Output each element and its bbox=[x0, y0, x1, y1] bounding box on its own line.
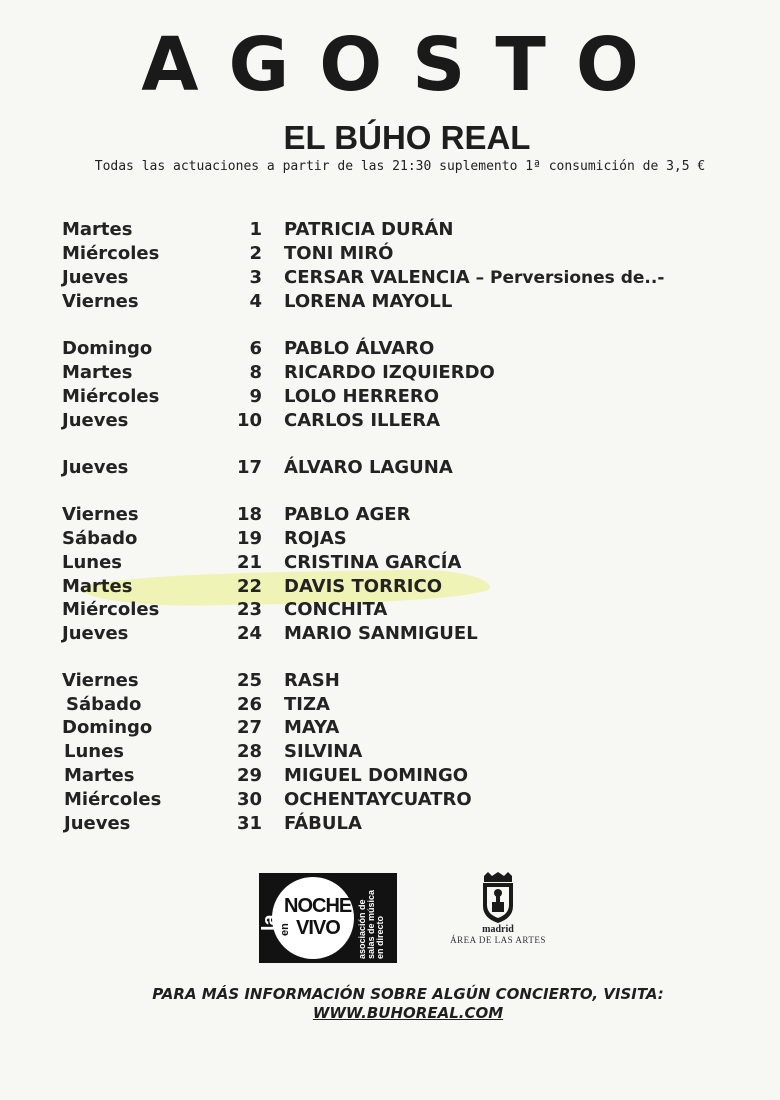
schedule-artist bbox=[284, 218, 453, 242]
artist-name: CRISTINA GARCÍA bbox=[284, 552, 462, 573]
schedule-day: Miércoles bbox=[62, 243, 160, 264]
artist-name: TONI MIRÓ bbox=[284, 243, 394, 264]
schedule-note: Todas las actuaciones a partir de las 21:30 suplemento 1ª consumición de 3,5 € bbox=[94, 159, 706, 174]
artist-name: ÁLVARO LAGUNA bbox=[284, 457, 453, 478]
schedule-date-number: 29 bbox=[236, 765, 262, 786]
logo-noche-text: NOCHE bbox=[284, 895, 352, 917]
footer-url-link[interactable]: WWW.BUHOREAL.COM bbox=[312, 1004, 504, 1022]
schedule-date-number: 6 bbox=[249, 338, 262, 359]
schedule-artist bbox=[284, 551, 461, 575]
artist-name: MAYA bbox=[284, 717, 340, 738]
schedule-day: Martes bbox=[62, 362, 133, 383]
schedule-date-number: 1 bbox=[249, 219, 262, 240]
schedule-day: Domingo bbox=[62, 338, 153, 359]
schedule-artist bbox=[284, 669, 340, 693]
artist-name: LORENA MAYOLL bbox=[284, 291, 453, 312]
schedule-day: Jueves bbox=[62, 410, 129, 431]
artist-name: CERSAR VALENCIA bbox=[284, 267, 470, 288]
la-noche-en-vivo-logo bbox=[259, 873, 397, 963]
schedule-date-number: 19 bbox=[236, 528, 262, 549]
schedule-artist bbox=[284, 503, 410, 527]
logo-en-text: en bbox=[279, 923, 291, 936]
schedule-day: Sábado bbox=[66, 694, 142, 715]
logo-association-text: asociación de salas de música en directo bbox=[357, 889, 385, 959]
month-title: AGOSTO bbox=[141, 22, 669, 108]
schedule-date-number: 31 bbox=[236, 813, 262, 834]
schedule-day: Lunes bbox=[62, 552, 123, 573]
schedule-day: Miércoles bbox=[64, 789, 162, 810]
artist-subtitle: – Perversiones de..- bbox=[469, 268, 665, 288]
schedule-date-number: 10 bbox=[236, 410, 262, 431]
schedule-artist bbox=[284, 788, 472, 812]
schedule-day: Jueves bbox=[64, 813, 131, 834]
artist-name: MARIO SANMIGUEL bbox=[284, 623, 478, 644]
schedule-date-number: 21 bbox=[236, 552, 262, 573]
schedule-artist bbox=[284, 385, 439, 409]
venue-title: EL BÚHO REAL bbox=[283, 119, 531, 156]
artist-name: DAVIS TORRICO bbox=[284, 576, 443, 597]
schedule-artist bbox=[284, 361, 495, 385]
artist-name: MIGUEL DOMINGO bbox=[284, 765, 469, 786]
schedule-artist bbox=[284, 290, 452, 314]
schedule-artist bbox=[284, 456, 453, 480]
schedule-artist bbox=[284, 409, 440, 433]
artist-name: RICARDO IZQUIERDO bbox=[284, 362, 495, 383]
madrid-bear-crest-icon bbox=[478, 872, 518, 924]
schedule-artist bbox=[284, 740, 362, 764]
schedule-artist bbox=[284, 242, 393, 266]
schedule-day: Martes bbox=[62, 219, 133, 240]
schedule-day: Miércoles bbox=[62, 599, 160, 620]
artist-name: CONCHITA bbox=[284, 599, 388, 620]
schedule-day: Miércoles bbox=[62, 386, 160, 407]
schedule-date-number: 2 bbox=[249, 243, 262, 264]
schedule-day: Jueves bbox=[62, 267, 129, 288]
artist-name: PABLO ÁLVARO bbox=[284, 338, 435, 359]
artist-name: SILVINA bbox=[284, 741, 363, 762]
schedule-date-number: 22 bbox=[236, 576, 262, 597]
logo-madrid-text: madrid bbox=[482, 924, 514, 935]
schedule-date-number: 24 bbox=[236, 623, 262, 644]
schedule-date-number: 23 bbox=[236, 599, 262, 620]
schedule-artist bbox=[284, 622, 478, 646]
artist-name: PABLO AGER bbox=[284, 504, 411, 525]
artist-name: FÁBULA bbox=[284, 813, 362, 834]
schedule-day: Lunes bbox=[64, 741, 125, 762]
schedule-date-number: 30 bbox=[236, 789, 262, 810]
artist-name: OCHENTAYCUATRO bbox=[284, 789, 472, 810]
schedule-artist bbox=[284, 527, 347, 551]
schedule-day: Viernes bbox=[62, 291, 139, 312]
schedule-day: Martes bbox=[62, 576, 133, 597]
logo-vivo-text: VIVO bbox=[296, 917, 340, 939]
logo-la-text: la bbox=[259, 914, 281, 931]
schedule-date-number: 26 bbox=[236, 694, 262, 715]
schedule-day: Viernes bbox=[62, 504, 139, 525]
schedule-date-number: 8 bbox=[249, 362, 262, 383]
schedule-artist bbox=[284, 337, 434, 361]
artist-name: LOLO HERRERO bbox=[284, 386, 440, 407]
schedule-day: Sábado bbox=[62, 528, 138, 549]
schedule-date-number: 27 bbox=[236, 717, 262, 738]
schedule-date-number: 25 bbox=[236, 670, 262, 691]
madrid-area-de-las-artes-logo bbox=[448, 872, 548, 952]
schedule-day: Jueves bbox=[62, 623, 129, 644]
schedule-artist bbox=[284, 764, 468, 788]
schedule-date-number: 3 bbox=[249, 267, 262, 288]
schedule-artist bbox=[284, 266, 664, 290]
schedule-artist bbox=[284, 575, 442, 599]
artist-name: TIZA bbox=[284, 694, 330, 715]
schedule-date-number: 17 bbox=[236, 457, 262, 478]
schedule-date-number: 9 bbox=[249, 386, 262, 407]
schedule-artist bbox=[284, 693, 330, 717]
schedule-date-number: 28 bbox=[236, 741, 262, 762]
schedule-day: Jueves bbox=[62, 457, 129, 478]
artist-name: ROJAS bbox=[284, 528, 347, 549]
schedule-day: Domingo bbox=[62, 717, 153, 738]
logo-area-text: ÁREA DE LAS ARTES bbox=[450, 935, 546, 945]
schedule-day: Martes bbox=[64, 765, 135, 786]
schedule-artist bbox=[284, 716, 339, 740]
schedule-artist bbox=[284, 812, 362, 836]
artist-name: RASH bbox=[284, 670, 340, 691]
artist-name: PATRICIA DURÁN bbox=[284, 219, 454, 240]
artist-name: CARLOS ILLERA bbox=[284, 410, 441, 431]
schedule-date-number: 18 bbox=[236, 504, 262, 525]
schedule-date-number: 4 bbox=[249, 291, 262, 312]
footer-info: PARA MÁS INFORMACIÓN SOBRE ALGÚN CONCIERTO, VISITA: bbox=[152, 985, 664, 1003]
schedule-artist bbox=[284, 598, 387, 622]
schedule-day: Viernes bbox=[62, 670, 139, 691]
